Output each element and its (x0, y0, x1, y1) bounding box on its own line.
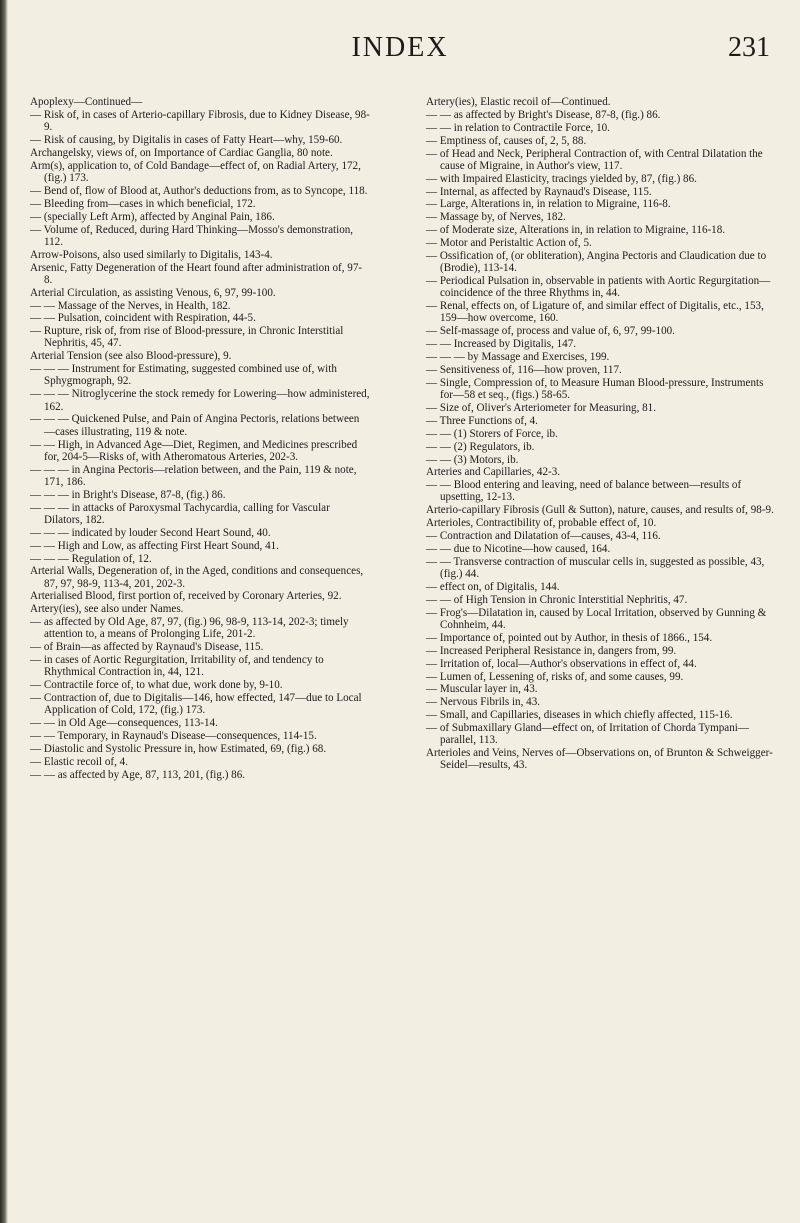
index-entry: — — due to Nicotine—how caused, 164. (426, 543, 611, 556)
index-entry: Apoplexy—Continued— (30, 96, 143, 108)
page-title: INDEX (351, 32, 449, 63)
index-entry: — Importance of, pointed out by Author, in thesis of 1866., 154. (426, 631, 713, 644)
index-entry: — Bend of, flow of Blood at, Author's deductions from, as to Syncope, 118. (30, 184, 368, 197)
index-entry: — Volume of, Reduced, during Hard Thinking—Mosso's demonstration, 112. (30, 223, 354, 248)
index-entry: Artery(ies), Elastic recoil of—Continued. (426, 96, 611, 108)
index-entry: — — in Old Age—consequences, 113-14. (30, 717, 218, 730)
index-entry: — Risk of, in cases of Arterio-capillary Fibrosis, due to Kidney Disease, 98-9. (30, 108, 370, 134)
index-entry: Arrow-Poisons, also used similarly to Digitalis, 143-4. (30, 248, 273, 261)
index-entry: — — in relation to Contractile Force, 10. (426, 121, 610, 134)
index-entry: — Massage by, of Nerves, 182. (426, 211, 566, 224)
index-entry: — — Blood entering and leaving, need of balance between—results of upsetting, 12-13. (426, 479, 742, 504)
index-entry: — Contraction of, due to Digitalis—146, how effected, 147—due to Local Application of Cold, 172, (fig.) 173. (30, 692, 362, 717)
index-entry: — Muscular layer in, 43. (426, 683, 538, 696)
index-entry: — — — Nitroglycerine the stock remedy for Lowering—how administered, 162. (30, 388, 370, 413)
page-number: 231 (728, 32, 770, 63)
index-entry: Arterial Walls, Degeneration of, in the Aged, conditions and consequences, 87, 97, 98-9, 113-4, 201, 202-3. (30, 565, 364, 590)
index-entry: — — — in Bright's Disease, 87-8, (fig.) 86. (30, 488, 226, 501)
index-entry: — — Increased by Digitalis, 147. (426, 338, 577, 351)
index-entry: — Three Functions of, 4. (426, 414, 538, 427)
index-entry: — with Impaired Elasticity, tracings yielded by, 87, (fig.) 86. (426, 172, 697, 185)
index-entry: — — of High Tension in Chronic Interstitial Nephritis, 47. (426, 593, 688, 606)
index-entry: — Small, and Capillaries, diseases in which chiefly affected, 115-16. (426, 709, 733, 722)
index-entry: Arm(s), application to, of Cold Bandage—effect of, on Radial Artery, 172, (fig.) 173. (30, 159, 361, 184)
index-entry: — — Transverse contraction of muscular cells in, suggested as possible, 43, (fig.) 44. (426, 555, 765, 581)
index-entry: — Increased Peripheral Resistance in, dangers from, 99. (426, 644, 677, 657)
index-entry: — Periodical Pulsation in, observable in patients with Aortic Regurgitation—coincidence of the three Rhythms in, 44. (426, 275, 771, 300)
index-entry: — Self-massage of, process and value of, 6, 97, 99-100. (426, 325, 675, 338)
index-entry: Archangelsky, views of, on Importance of Cardiac Ganglia, 80 note. (30, 146, 333, 159)
index-entry: — of Head and Neck, Peripheral Contraction of, with Central Dilatation the cause of Migraine, in Author's view, 117. (426, 147, 763, 172)
index-entry: — Internal, as affected by Raynaud's Disease, 115. (426, 185, 652, 198)
page-binding-edge (0, 0, 8, 1223)
index-column-right (426, 96, 774, 772)
index-entry: — Rupture, risk of, from rise of Blood-pressure, in Chronic Interstitial Nephritis, 45, 47. (30, 325, 344, 350)
index-entry: — Risk of causing, by Digitalis in cases of Fatty Heart—why, 159-60. (30, 133, 343, 146)
index-entry: — Emptiness of, causes of, 2, 5, 88. (426, 134, 587, 147)
index-entry: Arteries and Capillaries, 42-3. (426, 466, 561, 479)
index-entry: — — Pulsation, coincident with Respiration, 44-5. (30, 312, 256, 325)
index-entry: — of Submaxillary Gland—effect on, of Irritation of Chorda Tympani—parallel, 113. (426, 722, 749, 747)
index-entry: — — — in attacks of Paroxysmal Tachycardia, calling for Vascular Dilators, 182. (30, 501, 330, 526)
index-entry: — — Temporary, in Raynaud's Disease—consequences, 114-15. (30, 730, 317, 743)
index-entry: — — High and Low, as affecting First Heart Sound, 41. (30, 539, 279, 552)
index-entry: — — High, in Advanced Age—Diet, Regimen, and Medicines prescribed for, 204-5—Risks of, with Atheromatous Arteries, 202-3. (30, 438, 358, 463)
index-entry: — Ossification of, (or obliteration), Angina Pectoris and Claudication due to (Brodie), 113-14. (426, 250, 767, 275)
index-column-left (30, 96, 370, 782)
index-entry: — — as affected by Age, 87, 113, 201, (fig.) 86. (30, 768, 246, 781)
index-entry: Arterioles and Veins, Nerves of—Observations on, of Brunton & Schweigger-Seidel—results, 43. (426, 747, 773, 772)
index-entry: — — — indicated by louder Second Heart Sound, 40. (30, 526, 271, 539)
index-entry: Arterio-capillary Fibrosis (Gull & Sutton), nature, causes, and results of, 98-9. (426, 504, 774, 517)
index-entry: — Renal, effects on, of Ligature of, and similar effect of Digitalis, etc., 153, 159—how overcome, 160. (426, 300, 764, 325)
index-entry: — Bleeding from—cases in which beneficial, 172. (30, 197, 256, 210)
index-entry: — Size of, Oliver's Arteriometer for Measuring, 81. (426, 401, 656, 414)
index-entry: — Elastic recoil of, 4. (30, 756, 128, 768)
index-entry: — as affected by Old Age, 87, 97, (fig.) 96, 98-9, 113-14, 202-3; timely attention to, a means of Prolonging Life, 201-2. (30, 616, 349, 641)
index-entry: — in cases of Aortic Regurgitation, Irritability of, and tendency to Rhythmical Contraction in, 44, 121. (30, 654, 324, 679)
index-entry: — — — Quickened Pulse, and Pain of Angina Pectoris, relations between—cases illustrating, 119 & note. (30, 413, 360, 438)
index-entry: — Nervous Fibrils in, 43. (426, 696, 541, 709)
index-entry: — of Moderate size, Alterations in, in relation to Migraine, 116-18. (426, 224, 726, 237)
index-entry: — Diastolic and Systolic Pressure in, how Estimated, 69, (fig.) 68. (30, 743, 327, 756)
index-entry: — — (3) Motors, ib. (426, 453, 519, 466)
index-entry: — Motor and Peristaltic Action of, 5. (426, 237, 592, 250)
index-entry: Arsenic, Fatty Degeneration of the Heart found after administration of, 97-8. (30, 261, 363, 286)
index-entry: Arterioles, Contractibility of, probable effect of, 10. (426, 517, 657, 530)
index-entry: — Sensitiveness of, 116—how proven, 117. (426, 363, 622, 376)
index-entry: — Large, Alterations in, in relation to Migraine, 116-8. (426, 198, 671, 211)
index-entry: — — (1) Storers of Force, ib. (426, 427, 558, 440)
index-entry: — Contractile force of, to what due, work done by, 9-10. (30, 679, 283, 692)
index-entry: — Single, Compression of, to Measure Human Blood-pressure, Instruments for—58 et seq., (figs.) 58-65. (426, 376, 764, 402)
index-entry: — Lumen of, Lessening of, risks of, and some causes, 99. (426, 670, 684, 683)
index-entry: — Contraction and Dilatation of—causes, 43-4, 116. (426, 530, 661, 543)
index-entry: Artery(ies), see also under Names. (30, 603, 184, 616)
index-entry: — — — Instrument for Estimating, suggested combined use of, with Sphygmograph, 92. (30, 363, 337, 388)
index-entry: — Frog's—Dilatation in, caused by Local Irritation, observed by Gunning & Cohnheim, 44. (426, 606, 767, 632)
index-entry: — — — by Massage and Exercises, 199. (426, 351, 610, 364)
index-entry: — — (2) Regulators, ib. (426, 440, 535, 453)
index-entry: — Irritation of, local—Author's observations in effect of, 44. (426, 657, 697, 670)
index-entry: — — as affected by Bright's Disease, 87-8, (fig.) 86. (426, 108, 661, 121)
index-entry: — — — in Angina Pectoris—relation between, and the Pain, 119 & note, 171, 186. (30, 463, 357, 488)
index-entry: Arterial Tension (see also Blood-pressure), 9. (30, 350, 232, 363)
index-entry: — effect on, of Digitalis, 144. (426, 581, 560, 594)
index-entry: — (specially Left Arm), affected by Anginal Pain, 186. (30, 210, 275, 223)
index-entry: — — — Regulation of, 12. (30, 552, 152, 565)
index-entry: Arterialised Blood, first portion of, received by Coronary Arteries, 92. (30, 590, 342, 603)
index-entry: — — Massage of the Nerves, in Health, 182. (30, 299, 231, 312)
index-entry: — of Brain—as affected by Raynaud's Disease, 115. (30, 641, 264, 654)
index-entry: Arterial Circulation, as assisting Venous, 6, 97, 99-100. (30, 286, 276, 299)
page-header (30, 30, 770, 70)
